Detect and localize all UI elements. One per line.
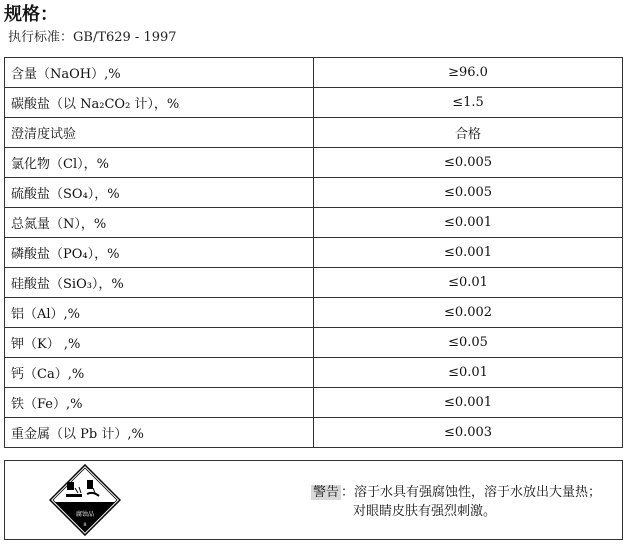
spec-row [5, 58, 623, 88]
spec-title: 规格： [4, 4, 58, 25]
spec-item-value: ≤0.003 [314, 418, 623, 448]
spec-item-value: ≤0.05 [314, 328, 623, 358]
spec-row [5, 388, 623, 418]
spec-item-value: ≤0.01 [314, 268, 623, 298]
spec-item-value: 合格 [314, 118, 623, 148]
spec-row [5, 88, 623, 118]
spec-item-value: ≤0.005 [314, 178, 623, 208]
spec-item-value: ≤0.002 [314, 298, 623, 328]
spec-row [5, 328, 623, 358]
spec-item-name: 重金属（以 Pb 计）,% [5, 418, 314, 448]
hazard-sign-text: 腐蚀品 [75, 511, 95, 518]
spec-item-name: 钾（K） ,% [5, 328, 314, 358]
warning-line-2: 对眼睛皮肤有强烈刺激。 [353, 504, 497, 519]
spec-row [5, 148, 623, 178]
spec-row [5, 238, 623, 268]
spec-table-body [5, 58, 623, 448]
spec-item-name: 硫酸盐（SO₄），% [5, 178, 314, 208]
corrosive-hazard-icon [49, 464, 121, 536]
spec-item-value: ≤0.01 [314, 358, 623, 388]
hazard-class-number: 8 [83, 522, 87, 528]
warning-line-1: ：溶于水具有强腐蚀性，溶于水放出大量热； [341, 485, 602, 500]
spec-item-value: ≤0.001 [314, 388, 623, 418]
spec-item-name: 总氮量（N），% [5, 208, 314, 238]
spec-row [5, 208, 623, 238]
spec-item-value: ≤0.001 [314, 208, 623, 238]
spec-item-name: 含量（NaOH）,% [5, 58, 314, 88]
spec-item-value: ≥96.0 [314, 58, 623, 88]
spec-item-name: 铁（Fe）,% [5, 388, 314, 418]
spec-item-name: 碳酸盐（以 Na₂CO₂ 计），% [5, 88, 314, 118]
spec-item-name: 钙（Ca）,% [5, 358, 314, 388]
spec-row [5, 178, 623, 208]
spec-item-value: ≤1.5 [314, 88, 623, 118]
spec-table [4, 57, 623, 448]
spec-row [5, 418, 623, 448]
warning-box [4, 460, 623, 540]
spec-item-name: 氯化物（Cl），% [5, 148, 314, 178]
standard-line: 执行标准：GB/T629 - 1997 [8, 30, 177, 45]
spec-item-name: 铝（Al）,% [5, 298, 314, 328]
spec-item-name: 澄清度试验 [5, 118, 314, 148]
spec-item-name: 硅酸盐（SiO₃），% [5, 268, 314, 298]
warning-label: 警告 [313, 485, 340, 500]
spec-row [5, 358, 623, 388]
warning-text [311, 483, 601, 521]
spec-row [5, 298, 623, 328]
spec-row [5, 118, 623, 148]
spec-item-name: 磷酸盐（PO₄），% [5, 238, 314, 268]
spec-item-value: ≤0.001 [314, 238, 623, 268]
spec-row [5, 268, 623, 298]
spec-item-value: ≤0.005 [314, 148, 623, 178]
